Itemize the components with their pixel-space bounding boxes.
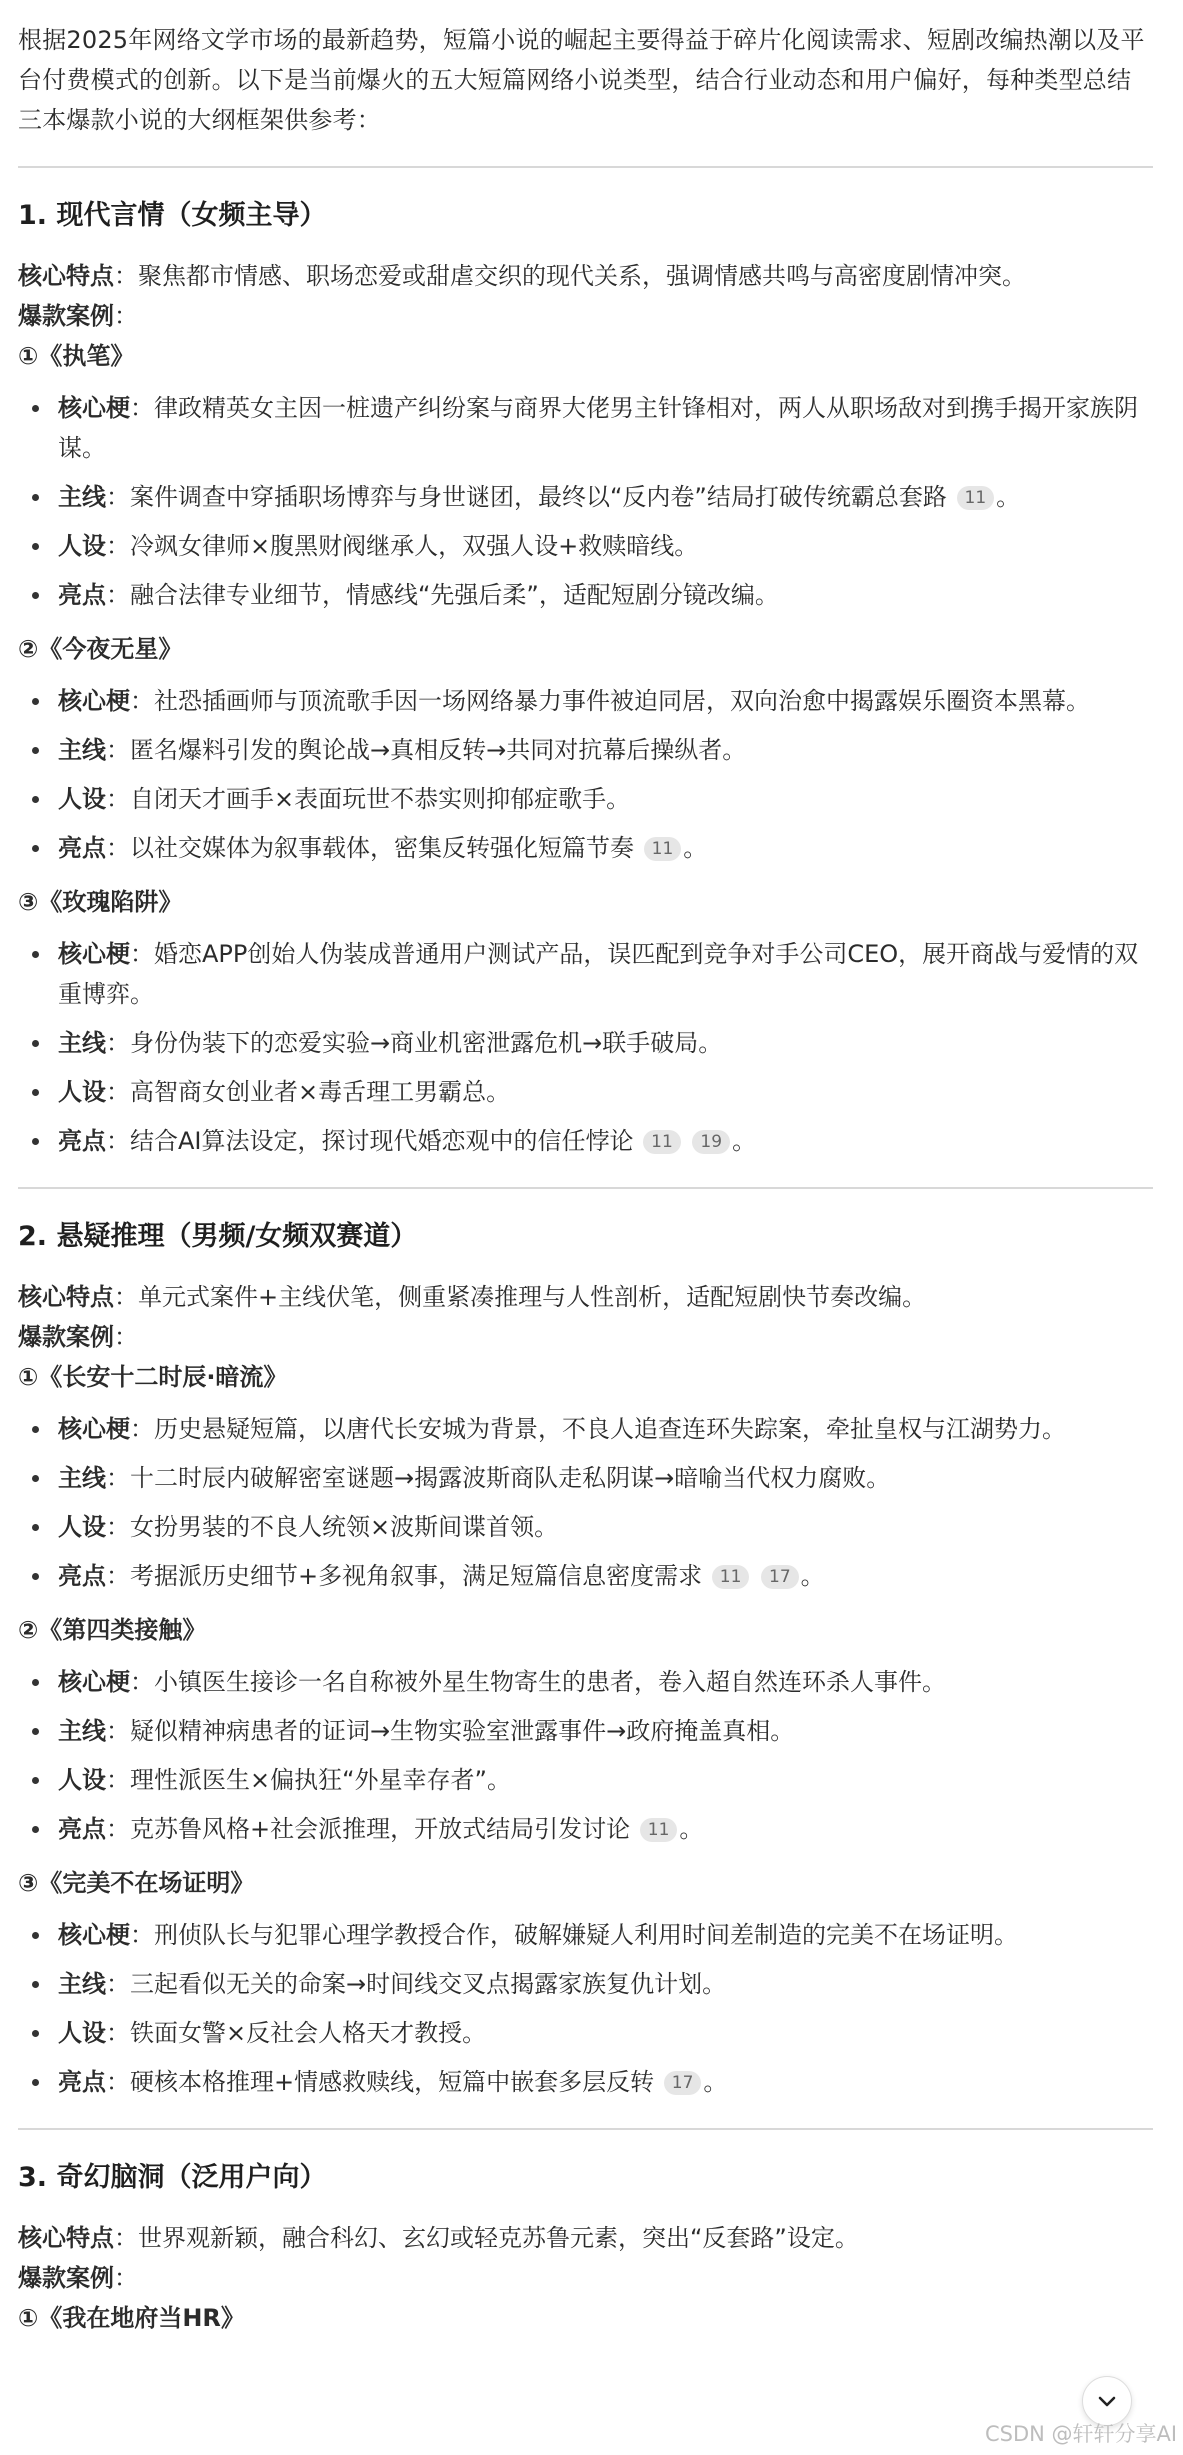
label-colon: ： bbox=[114, 2224, 138, 2252]
point-highlight bbox=[18, 1809, 1153, 1849]
point-persona bbox=[18, 526, 1153, 566]
point-highlight bbox=[18, 2062, 1153, 2102]
section-title: 3. 奇幻脑洞（泛用户向） bbox=[18, 2162, 327, 2193]
highlight-text: 以社交媒体为叙事载体，密集反转强化短篇节奏 bbox=[130, 834, 634, 862]
label-colon: ： bbox=[130, 940, 154, 968]
hit-cases-line bbox=[18, 1317, 1153, 1357]
highlight-label: 亮点 bbox=[58, 834, 106, 862]
core-feature-line bbox=[18, 2218, 1153, 2258]
highlight-label: 亮点 bbox=[58, 2068, 106, 2096]
sentence-end: 。 bbox=[679, 1815, 704, 1843]
case-points-list bbox=[18, 1915, 1153, 2102]
case-points-list bbox=[18, 1662, 1153, 1849]
core-feature-label: 核心特点 bbox=[18, 2224, 114, 2252]
label-colon: ： bbox=[106, 1766, 130, 1794]
case-points-list bbox=[18, 388, 1153, 615]
watermark: CSDN @轩轩分享AI bbox=[985, 2422, 1178, 2446]
point-persona bbox=[18, 779, 1153, 819]
label-colon: ： bbox=[106, 581, 130, 609]
plot-text: 案件调查中穿插职场博弈与身世谜团，最终以“反内卷”结局打破传统霸总套路 bbox=[130, 483, 947, 511]
label-colon: ： bbox=[106, 1970, 130, 1998]
highlight-label: 亮点 bbox=[58, 1815, 106, 1843]
plot-text: 疑似精神病患者的证词→生物实验室泄露事件→政府掩盖真相。 bbox=[130, 1717, 795, 1745]
case-title: ②《今夜无星》 bbox=[18, 635, 183, 663]
persona-text: 理性派医生×偏执狂“外星幸存者”。 bbox=[130, 1766, 511, 1794]
hook-text: 小镇医生接诊一名自称被外星生物寄生的患者，卷入超自然连环杀人事件。 bbox=[154, 1668, 946, 1696]
point-highlight bbox=[18, 575, 1153, 615]
case-title: ①《长安十二时辰·暗流》 bbox=[18, 1363, 288, 1391]
sentence-end: 。 bbox=[703, 2068, 728, 2096]
point-plot bbox=[18, 477, 1153, 517]
persona-label: 人设 bbox=[58, 1513, 106, 1541]
label-colon: ： bbox=[106, 1815, 130, 1843]
label-colon: ： bbox=[130, 1415, 154, 1443]
point-hook bbox=[18, 388, 1153, 468]
label-colon: ： bbox=[130, 687, 154, 715]
persona-text: 自闭天才画手×表面玩世不恭实则抑郁症歌手。 bbox=[130, 785, 631, 813]
section-divider bbox=[18, 2128, 1153, 2130]
point-persona bbox=[18, 1507, 1153, 1547]
core-feature-label: 核心特点 bbox=[18, 1283, 114, 1311]
article bbox=[18, 0, 1153, 2350]
label-colon: ： bbox=[130, 1921, 154, 1949]
citation-badge[interactable]: 11 bbox=[644, 837, 682, 861]
label-colon: ： bbox=[106, 483, 130, 511]
label-colon: ： bbox=[106, 532, 130, 560]
hook-label: 核心梗 bbox=[58, 687, 130, 715]
label-colon: ： bbox=[130, 394, 154, 422]
core-feature-text: 单元式案件+主线伏笔，侧重紧凑推理与人性剖析，适配短剧快节奏改编。 bbox=[138, 1283, 927, 1311]
label-colon: ： bbox=[106, 785, 130, 813]
case-title: ①《我在地府当HR》 bbox=[18, 2304, 245, 2332]
citation-badge[interactable]: 11 bbox=[640, 1818, 678, 1842]
case-points-list bbox=[18, 681, 1153, 868]
point-hook bbox=[18, 1915, 1153, 1955]
hit-cases-label: 爆款案例 bbox=[18, 2264, 114, 2292]
core-feature-line bbox=[18, 256, 1153, 296]
label-colon: ： bbox=[114, 2264, 138, 2292]
hook-label: 核心梗 bbox=[58, 1668, 130, 1696]
plot-label: 主线 bbox=[58, 1464, 106, 1492]
highlight-text: 硬核本格推理+情感救赎线，短篇中嵌套多层反转 bbox=[130, 2068, 655, 2096]
hook-text: 社恐插画师与顶流歌手因一场网络暴力事件被迫同居，双向治愈中揭露娱乐圈资本黑幕。 bbox=[154, 687, 1090, 715]
section-divider bbox=[18, 1187, 1153, 1189]
sections-container bbox=[18, 166, 1153, 2338]
hook-label: 核心梗 bbox=[58, 940, 130, 968]
point-highlight bbox=[18, 1556, 1153, 1596]
core-feature-text: 世界观新颖，融合科幻、玄幻或轻克苏鲁元素，突出“反套路”设定。 bbox=[138, 2224, 859, 2252]
case-points-list bbox=[18, 1409, 1153, 1596]
citation-badge[interactable]: 17 bbox=[761, 1565, 799, 1589]
plot-text: 十二时辰内破解密室谜题→揭露波斯商队走私阴谋→暗喻当代权力腐败。 bbox=[130, 1464, 891, 1492]
hit-cases-label: 爆款案例 bbox=[18, 302, 114, 330]
label-colon: ： bbox=[106, 1717, 130, 1745]
citation-badge[interactable]: 11 bbox=[712, 1565, 750, 1589]
sentence-end: 。 bbox=[683, 834, 708, 862]
label-colon: ： bbox=[106, 834, 130, 862]
highlight-text: 考据派历史细节+多视角叙事，满足短篇信息密度需求 bbox=[130, 1562, 703, 1590]
point-hook bbox=[18, 681, 1153, 721]
core-feature-label: 核心特点 bbox=[18, 262, 114, 290]
persona-text: 铁面女警×反社会人格天才教授。 bbox=[130, 2019, 487, 2047]
label-colon: ： bbox=[114, 302, 138, 330]
case-title: ①《执笔》 bbox=[18, 342, 135, 370]
plot-text: 匿名爆料引发的舆论战→真相反转→共同对抗幕后操纵者。 bbox=[130, 736, 747, 764]
plot-text: 身份伪装下的恋爱实验→商业机密泄露危机→联手破局。 bbox=[130, 1029, 723, 1057]
point-hook bbox=[18, 1662, 1153, 1702]
point-persona bbox=[18, 1072, 1153, 1112]
persona-text: 高智商女创业者×毒舌理工男霸总。 bbox=[130, 1078, 511, 1106]
label-colon: ： bbox=[106, 1029, 130, 1057]
point-highlight bbox=[18, 828, 1153, 868]
plot-label: 主线 bbox=[58, 1029, 106, 1057]
point-plot bbox=[18, 1711, 1153, 1751]
hit-cases-line bbox=[18, 2258, 1153, 2298]
plot-text: 三起看似无关的命案→时间线交叉点揭露家族复仇计划。 bbox=[130, 1970, 727, 1998]
label-colon: ： bbox=[106, 1562, 130, 1590]
citation-badge[interactable]: 11 bbox=[643, 1130, 681, 1154]
plot-label: 主线 bbox=[58, 736, 106, 764]
hook-text: 律政精英女主因一桩遗产纠纷案与商界大佬男主针锋相对，两人从职场敌对到携手揭开家族阴谋。 bbox=[58, 394, 1138, 462]
label-colon: ： bbox=[130, 1668, 154, 1696]
hook-label: 核心梗 bbox=[58, 394, 130, 422]
sentence-end: 。 bbox=[732, 1127, 757, 1155]
highlight-text: 克苏鲁风格+社会派推理，开放式结局引发讨论 bbox=[130, 1815, 631, 1843]
section-divider bbox=[18, 166, 1153, 168]
sentence-end: 。 bbox=[800, 1562, 825, 1590]
citation-badge[interactable]: 17 bbox=[664, 2071, 702, 2095]
label-colon: ： bbox=[106, 2068, 130, 2096]
case-points-list bbox=[18, 934, 1153, 1161]
point-plot bbox=[18, 1964, 1153, 2004]
hook-text: 婚恋APP创始人伪装成普通用户测试产品，误匹配到竞争对手公司CEO，展开商战与爱情的双重博弈。 bbox=[58, 940, 1139, 1008]
intro-paragraph: 根据2025年网络文学市场的最新趋势，短篇小说的崛起主要得益于碎片化阅读需求、短剧改编热潮以及平台付费模式的创新。以下是当前爆火的五大短篇网络小说类型，结合行业动态和用户偏好，每种类型总结三本爆款小说的大纲框架供参考： bbox=[18, 26, 1145, 134]
hook-label: 核心梗 bbox=[58, 1921, 130, 1949]
plot-label: 主线 bbox=[58, 1970, 106, 1998]
point-highlight bbox=[18, 1121, 1153, 1161]
hit-cases-line bbox=[18, 296, 1153, 336]
highlight-label: 亮点 bbox=[58, 1562, 106, 1590]
persona-text: 冷飒女律师×腹黑财阀继承人，双强人设+救赎暗线。 bbox=[130, 532, 699, 560]
hit-cases-label: 爆款案例 bbox=[18, 1323, 114, 1351]
chevron-down-icon bbox=[1095, 2389, 1119, 2413]
plot-label: 主线 bbox=[58, 1717, 106, 1745]
label-colon: ： bbox=[106, 1513, 130, 1541]
label-colon: ： bbox=[114, 262, 138, 290]
case-title: ③《玫瑰陷阱》 bbox=[18, 888, 183, 916]
label-colon: ： bbox=[106, 736, 130, 764]
hook-text: 刑侦队长与犯罪心理学教授合作，破解嫌疑人利用时间差制造的完美不在场证明。 bbox=[154, 1921, 1018, 1949]
label-colon: ： bbox=[106, 1464, 130, 1492]
label-colon: ： bbox=[114, 1323, 138, 1351]
point-persona bbox=[18, 1760, 1153, 1800]
point-plot bbox=[18, 1023, 1153, 1063]
plot-label: 主线 bbox=[58, 483, 106, 511]
persona-label: 人设 bbox=[58, 532, 106, 560]
point-persona bbox=[18, 2013, 1153, 2053]
persona-label: 人设 bbox=[58, 1766, 106, 1794]
point-hook bbox=[18, 934, 1153, 1014]
section-title: 2. 悬疑推理（男频/女频双赛道） bbox=[18, 1221, 418, 1252]
section-title: 1. 现代言情（女频主导） bbox=[18, 200, 327, 231]
point-hook bbox=[18, 1409, 1153, 1449]
point-plot bbox=[18, 730, 1153, 770]
persona-label: 人设 bbox=[58, 2019, 106, 2047]
persona-label: 人设 bbox=[58, 785, 106, 813]
label-colon: ： bbox=[114, 1283, 138, 1311]
core-feature-text: 聚焦都市情感、职场恋爱或甜虐交织的现代关系，强调情感共鸣与高密度剧情冲突。 bbox=[138, 262, 1026, 290]
label-colon: ： bbox=[106, 1127, 130, 1155]
label-colon: ： bbox=[106, 2019, 130, 2047]
citation-badge[interactable]: 11 bbox=[957, 486, 995, 510]
case-title: ②《第四类接触》 bbox=[18, 1616, 207, 1644]
sentence-end: 。 bbox=[996, 483, 1021, 511]
hook-text: 历史悬疑短篇，以唐代长安城为背景，不良人追查连环失踪案，牵扯皇权与江湖势力。 bbox=[154, 1415, 1066, 1443]
persona-text: 女扮男装的不良人统领×波斯间谍首领。 bbox=[130, 1513, 559, 1541]
highlight-text: 结合AI算法设定，探讨现代婚恋观中的信任悖论 bbox=[130, 1127, 634, 1155]
hook-label: 核心梗 bbox=[58, 1415, 130, 1443]
highlight-text: 融合法律专业细节，情感线“先强后柔”，适配短剧分镜改编。 bbox=[130, 581, 779, 609]
highlight-label: 亮点 bbox=[58, 581, 106, 609]
highlight-label: 亮点 bbox=[58, 1127, 106, 1155]
citation-badge[interactable]: 19 bbox=[692, 1130, 730, 1154]
persona-label: 人设 bbox=[58, 1078, 106, 1106]
case-title: ③《完美不在场证明》 bbox=[18, 1869, 255, 1897]
label-colon: ： bbox=[106, 1078, 130, 1106]
core-feature-line bbox=[18, 1277, 1153, 1317]
point-plot bbox=[18, 1458, 1153, 1498]
